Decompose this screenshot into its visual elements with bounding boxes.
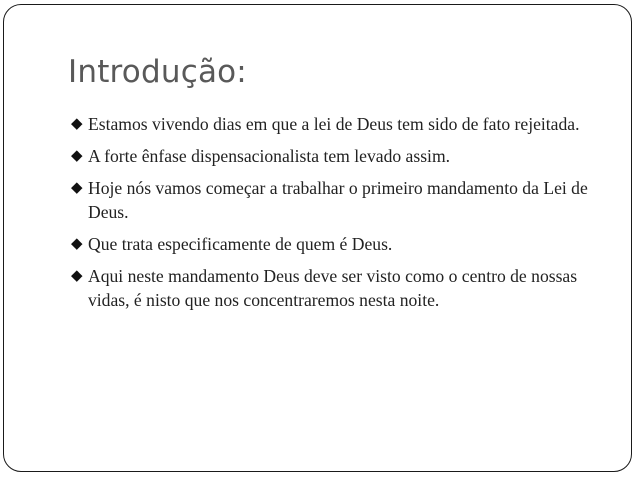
bullet-item	[71, 176, 601, 224]
bullet-text: Estamos vivendo dias em que a lei de Deus tem sido de fato rejeitada.	[88, 114, 580, 134]
bullet-text: Que trata especificamente de quem é Deus.	[88, 234, 393, 254]
bullet-text: Hoje nós vamos começar a trabalhar o primeiro mandamento da Lei de Deus.	[88, 178, 588, 222]
bullet-text: A forte ênfase dispensacionalista tem levado assim.	[88, 146, 451, 166]
bullet-item	[71, 144, 601, 168]
bullet-marker-icon: ◆	[71, 180, 83, 196]
bullet-item	[71, 232, 601, 256]
bullet-list	[71, 112, 601, 320]
bullet-marker-icon: ◆	[71, 236, 83, 252]
bullet-marker-icon: ◆	[71, 148, 83, 164]
slide-title: Introdução:	[68, 54, 247, 90]
bullet-marker-icon: ◆	[71, 268, 83, 284]
bullet-text: Aqui neste mandamento Deus deve ser visto como o centro de nossas vidas, é nisto que nos concentraremos nesta noite.	[88, 266, 578, 310]
bullet-item	[71, 264, 601, 312]
bullet-item	[71, 112, 601, 136]
bullet-marker-icon: ◆	[71, 116, 83, 132]
